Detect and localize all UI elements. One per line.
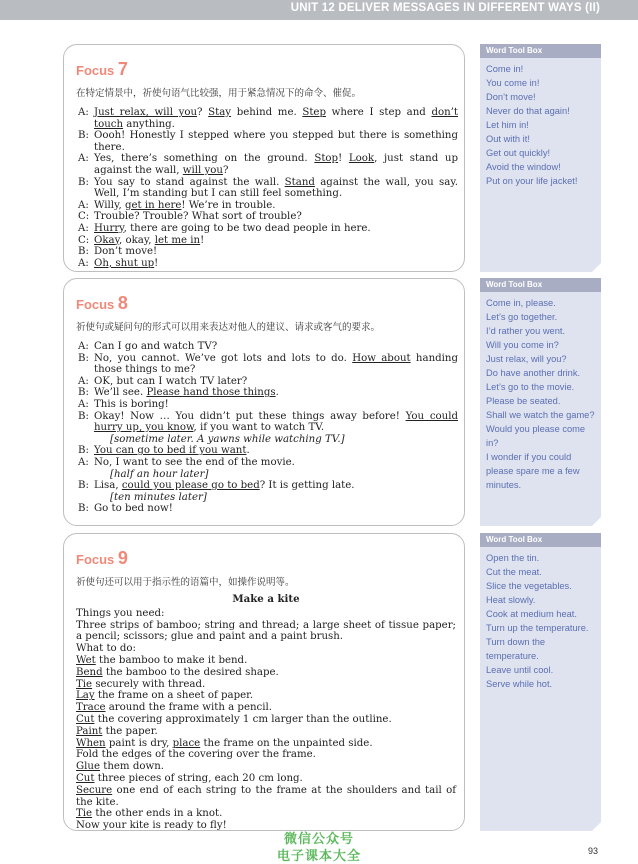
speaker-label: B: [78, 445, 89, 457]
instruction-line: Trace around the frame with a pencil. [76, 702, 273, 714]
word-tool-box-header: Word Tool Box [480, 44, 601, 58]
page-fold-corner [592, 517, 601, 526]
instruction-line: Wet the bamboo to make it bend. [76, 654, 248, 666]
speaker-label: B: [78, 503, 89, 515]
page-fold-corner [592, 263, 601, 272]
word-tool-item: Just relax, will you? [486, 354, 567, 364]
utterance: [ten minutes later] [110, 491, 207, 503]
instruction-line: Paint the paper. [76, 725, 158, 737]
dialogue-line [78, 399, 458, 411]
word-tool-item: Open the tin. [486, 553, 540, 563]
dialogue-line [78, 153, 458, 176]
kite-instructions-title: Make a kite [232, 593, 300, 605]
dialogue-line [78, 434, 458, 446]
dialogue-line [78, 107, 458, 130]
dialogue-line [78, 246, 458, 258]
word-tool-item: Cook at medium heat. [486, 609, 577, 619]
word-tool-item: You come in! [486, 78, 540, 88]
word-tool-item: Serve while hot. [486, 679, 553, 689]
instruction-line: Tie securely with thread. [76, 678, 206, 690]
dialogue-line [78, 353, 458, 376]
word-tool-item: Avoid the window! [486, 162, 561, 172]
focus-8-title: Focus 8 [76, 293, 128, 313]
speaker-label: B: [78, 130, 89, 142]
utterance: Can I go and watch TV? [94, 341, 218, 352]
utterance: No, you cannot. We’ve got lots and lots to do. How about handing those things to me? [94, 352, 458, 376]
speaker-label: A: [78, 153, 89, 165]
word-tool-item: I’d rather you went. [486, 326, 566, 336]
speaker-label: A: [78, 341, 89, 352]
word-tool-item: Let him in! [486, 120, 529, 130]
word-tool-item: Don’t move! [486, 92, 536, 102]
word-tool-item: Get out quickly! [486, 148, 551, 158]
instruction-line: Cut the covering approximately 1 cm larger than the outline. [76, 713, 392, 725]
speaker-label: B: [78, 176, 89, 188]
word-tool-item: Out with it! [486, 134, 530, 144]
instruction-line: Three strips of bamboo; string and thread; a large sheet of tissue paper; a pencil; scissors; glue and paint and a paint brush. [76, 619, 456, 643]
instruction-line: What to do: [76, 643, 136, 655]
page-number: 93 [587, 846, 598, 856]
instruction-line: Glue them down. [76, 761, 164, 773]
word-tool-item: Put on your life jacket! [486, 176, 578, 186]
word-tool-item: Please be seated. [486, 396, 561, 406]
word-tool-item: Let’s go together. [486, 312, 558, 322]
instruction-line: Things you need: [76, 607, 165, 619]
watermark-line-1: 微信公众号 [283, 832, 354, 847]
word-tool-item: Come in, please. [486, 298, 556, 308]
dialogue-line [78, 469, 458, 481]
speaker-label: B: [78, 246, 89, 258]
word-tool-box-header: Word Tool Box [480, 533, 601, 547]
focus-8-description: 祈使句或疑问句的形式可以用来表达对他人的建议、请求或客气的要求。 [76, 322, 381, 333]
word-tool-item: Will you come in? [486, 340, 559, 350]
word-tool-box-2 [480, 278, 601, 526]
dialogue-line [78, 445, 458, 457]
word-tool-item: Cut the meat. [486, 567, 542, 577]
focus-9-card [63, 533, 465, 831]
utterance: Oooh! Honestly I stepped where you stepped but there is something there. [94, 130, 458, 153]
word-tool-item: Leave until cool. [486, 665, 554, 675]
utterance: Don’t move! [94, 246, 158, 258]
focus-8-dialogue [78, 341, 458, 515]
word-tool-item: Never do that again! [486, 106, 570, 116]
speaker-label [78, 434, 94, 446]
word-tool-item: Slice the vegetables. [486, 581, 572, 591]
focus-9-title: Focus 9 [76, 548, 128, 568]
speaker-label: A: [78, 456, 89, 468]
dialogue-line [78, 457, 458, 469]
speaker-label: A: [78, 199, 89, 211]
dialogue-line [78, 223, 458, 235]
utterance: Oh, shut up! [94, 257, 159, 269]
instruction-line: Now your kite is ready to fly! [76, 820, 227, 832]
speaker-label: A: [78, 398, 89, 410]
word-tool-item: Heat slowly. [486, 595, 536, 605]
dialogue-line [78, 258, 458, 270]
word-tool-box-header: Word Tool Box [480, 278, 601, 292]
instruction-line: When paint is dry, place the frame on the unpainted side. [76, 737, 373, 749]
focus-7-dialogue [78, 107, 458, 269]
speaker-label [78, 492, 94, 504]
word-tool-item: Come in! [486, 64, 524, 74]
dialogue-line [78, 492, 458, 504]
word-tool-box-3 [480, 533, 601, 831]
utterance: Willy, get in here! We’re in trouble. [94, 199, 276, 211]
dialogue-line [78, 235, 458, 247]
speaker-label: B: [78, 410, 89, 422]
utterance: We’ll see. Please hand those things. [94, 387, 279, 399]
instruction-line: Cut three pieces of string, each 20 cm long. [76, 772, 303, 784]
focus-8-card [63, 278, 465, 526]
utterance: Okay, okay, let me in! [94, 234, 205, 246]
dialogue-line [78, 130, 458, 153]
utterance: This is boring! [94, 398, 169, 410]
speaker-label: A: [78, 107, 89, 118]
utterance: Just relax, will you? Stay behind me. Step where I step and don’t touch anything. [94, 107, 458, 130]
dialogue-line [78, 211, 458, 223]
instruction-line: Bend the bamboo to the desired shape. [76, 666, 279, 678]
utterance: No, I want to see the end of the movie. [94, 456, 295, 468]
word-tool-box-1 [480, 44, 601, 272]
speaker-label: A: [78, 375, 89, 387]
instruction-line: Lay the frame on a sheet of paper. [76, 690, 254, 702]
utterance: [half an hour later] [110, 468, 209, 480]
instruction-line: Tie the other ends in a knot. [76, 808, 223, 820]
watermark-line-2: 电子课本大全 [276, 849, 361, 864]
unit-title: UNIT 12 DELIVER MESSAGES IN DIFFERENT WAYS (II) [290, 2, 600, 14]
speaker-label: B: [78, 387, 89, 399]
speaker-label: C: [78, 234, 90, 246]
utterance: Hurry, there are going to be two dead people in here. [94, 222, 371, 234]
instruction-line: Fold the edges of the covering over the frame. [76, 749, 316, 761]
utterance: You can go to bed if you want. [94, 445, 250, 457]
dialogue-line [78, 376, 458, 388]
speaker-label: B: [78, 480, 89, 492]
utterance: Trouble? Trouble? What sort of trouble? [94, 211, 302, 223]
kite-instructions [76, 594, 456, 832]
speaker-label: C: [78, 211, 90, 223]
utterance: Yes, there’s something on the ground. Stop! Look, just stand up against the wall, will you? [94, 153, 458, 176]
dialogue-line [78, 480, 458, 492]
utterance: Go to bed now! [94, 503, 173, 515]
instruction-line: Secure one end of each string to the frame at the shoulders and tail of the kite. [76, 784, 456, 808]
word-tool-item: Would you please come in? [486, 424, 586, 448]
word-tool-item: Let’s go to the movie. [486, 382, 575, 392]
utterance: You say to stand against the wall. Stand against the wall, you say. Well, I’m standing but I can still feel something. [94, 176, 458, 200]
focus-7-title: Focus 7 [76, 59, 128, 79]
speaker-label: A: [78, 257, 89, 269]
dialogue-line [78, 200, 458, 212]
focus-7-card [63, 44, 465, 272]
dialogue-line [78, 503, 458, 515]
dialogue-line [78, 341, 458, 353]
word-tool-item: Turn up the temperature. [486, 623, 589, 633]
utterance: Lisa, could you please go to bed? It is getting late. [94, 480, 355, 492]
word-tool-item: Turn down the temperature. [486, 637, 546, 661]
speaker-label: B: [78, 352, 89, 364]
speaker-label [78, 469, 94, 481]
dialogue-line [78, 177, 458, 200]
word-tool-item: I wonder if you could please spare me a few minutes. [486, 452, 580, 490]
utterance: [sometime later. A yawns while watching TV.] [110, 433, 345, 445]
unit-header-bar [0, 0, 638, 20]
dialogue-line [78, 411, 458, 434]
word-tool-item: Shall we watch the game? [486, 410, 595, 420]
speaker-label: A: [78, 222, 89, 234]
focus-9-description: 祈使句还可以用于指示性的语篇中，如操作说明等。 [76, 577, 295, 588]
word-tool-item: Do have another drink. [486, 368, 581, 378]
utterance: OK, but can I watch TV later? [94, 375, 248, 387]
focus-7-description: 在特定情景中，祈使句语气比较强，用于紧急情况下的命令、催促。 [76, 88, 362, 99]
utterance: Okay! Now … You didn’t put these things away before! You could hurry up, you know, if you want to watch TV. [94, 410, 458, 434]
dialogue-line [78, 387, 458, 399]
